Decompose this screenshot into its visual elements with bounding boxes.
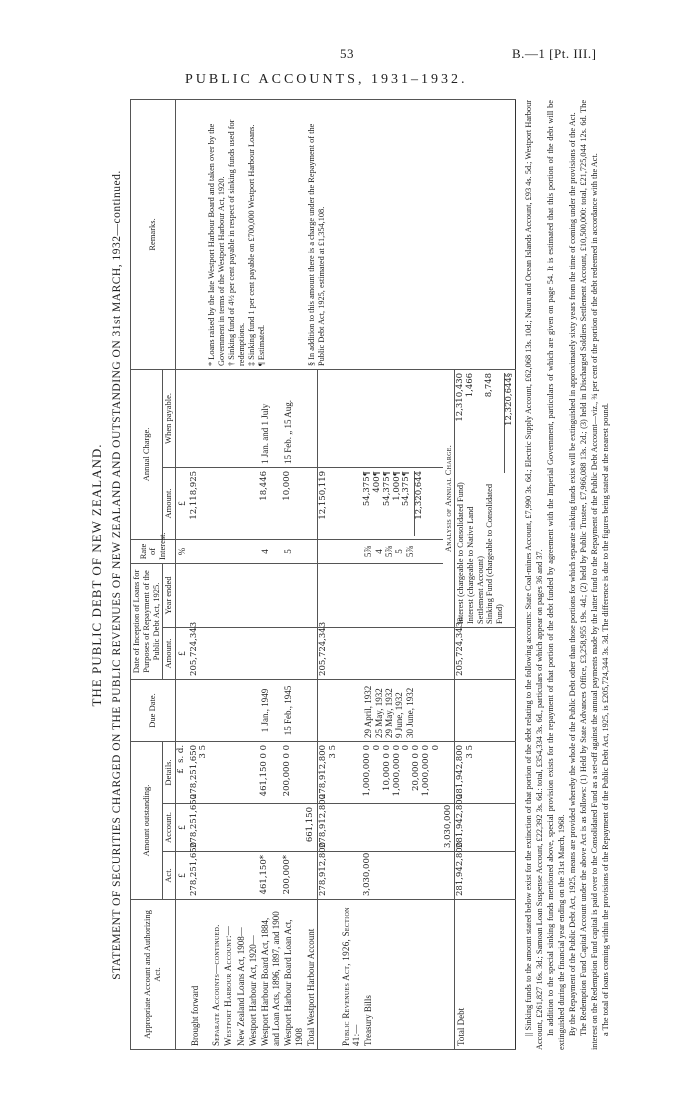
cell-ac-amount: 12,150,119 [318,467,340,539]
footnote: In addition to the special sinking funds mentioned above, special provision exists for the repayment of that portion of the debt funded by agreement with the Imperial Government, particulars of which are given on page 54. It is estimated that this portion of the debt will be extinguished during the financial year ending on the 31st March, 1968. [546,100,566,1050]
col-annual-charge: Annual Charge. [131,369,163,539]
cell-act: 461,150* [259,852,282,900]
analysis-block [443,369,455,627]
cell-ac-list: 54,375¶ 400¶ 54,375¶ 1,000¶ 54,375¶ 12,320,644 [362,467,442,539]
row-label: New Zealand Loans Act, 1908— [235,900,247,1050]
cell-details: 281,942,800 3 5 [455,741,516,803]
section-ref: B.—1 [Pt. III.] [512,46,597,61]
col-inception: Date of Inception of Loans for Purposes of Repayment of the Public Debt Act, 1925. [131,563,163,679]
remark-1: * Loans raised by the late Westport Harbour Board and taken over by the Government in terms of the Westport Harbour Act, 1920. [207,123,227,366]
row-label: Brought forward [189,900,211,1050]
cell-rate-list: 5⅞ 4 5⅞ 5 5⅞ [362,539,442,563]
col-amount-outstanding: Amount outstanding. [131,741,163,899]
cell-inc-amount: 205,724,343 [318,627,340,679]
cell-due-list: 29 April, 1932 25 May, 1932 29 May, 1932 9 June, 1932 30 June, 1932 [362,679,442,741]
unit-pound-sd: £ s. d. [176,741,189,803]
cell-due: 15 Feb., 1945 [282,679,305,741]
cell-rate: 5 [282,539,305,563]
cell-account: 278,251,650 [189,804,211,852]
cell-details: 278,251,650 3 5 [189,741,211,803]
unit-percent: % [176,539,189,563]
row-label: Total Westport Harbour Account [305,900,318,1050]
cell-inc-amount: 205,724,343a [455,627,516,679]
cell-act: 278,251,650 [189,852,211,900]
document-subtitle: STATEMENT OF SECURITIES CHARGED ON THE PUBLIC REVENUES OF NEW ZEALAND AND OUTSTANDING ON 31st MARCH, 1932—continued. [110,170,123,980]
cell-rate: 4 [259,539,282,563]
running-title: PUBLIC ACCOUNTS, 1931–1932. [185,72,468,87]
cell-ac-amount: 12,118,925 [189,467,211,539]
footnote: By the Repayment of the Public Debt Act, 1925, means are provided whereby the whole of the Public Debt other than those portions for which separate sinking funds exist will be extinguished in approximately sixty years from the time of coming under the provisions of the Act. [567,112,577,1036]
col-rate: Rate of Interest. [131,539,176,563]
footnote: a The total of loans coming within the provisions of the Repayment of the Public Debt Act, 1925, is £205,724,344 3s. 3d. The difference is due to the figures being stated at the nearest pound. [600,403,610,1036]
remark-4: ¶ Estimated. [256,324,266,366]
col-act: Act. [163,852,176,900]
col-details: Details. [163,741,176,803]
row-label: Separate Accounts—continued. [210,900,222,1050]
analysis-items: Interest (chargeable to Consolidated Fund) 12,310,430 Interest (chargeable to Native Land Settlement Account) 1,466 Sinking Fund (chargeable to Consolidated Fund) 8,748 12,320,644§ [455,369,516,627]
cell-details-list: 1,000,000 0 0 10,000 0 0 1,000,000 0 0 20,000 0 0 1,000,000 0 0 [362,741,442,803]
col-approp: Appropriate Account and Authorizing Act. [131,900,176,1050]
row-label: Total Debt [455,900,516,1050]
row-label: Treasury Bills [362,900,442,1050]
remark-5: § In addition to this amount there is a charge under the Repayment of the Public Debt Act, 1925, estimated at £1,354,108. [306,123,326,366]
unit-pound: £ [176,852,189,900]
cell-account: 278,912,800 [318,804,340,852]
col-due-date: Due Date. [131,679,176,741]
row-label: Westport Harbour Account:— [222,900,234,1050]
footnotes [524,100,611,1050]
cell-details: 461,150 0 0 [259,741,282,803]
col-inc-amount: Amount. [163,627,176,679]
footnote: || Sinking funds to the amount stated below exist for the extinction of that portion of the debt relating to the following accounts: State Coal-mines Account, £7,990 3s. 6d.; Electric Supply Account, £62,068 13s. 10d.; Nauru and Ocean Islands Account, £93 4s. 5d.; Westport Harbour Account, £261,827 16s. 3d.; Samoan Loan Suspense Account, £22,392 3s. 6d.: total, £354,334 3s. 6d., particulars of which appear on pages 36 and 37. [524,100,544,1050]
cell-when: 15 Feb. „ 15 Aug. [282,369,305,467]
page-number: 53 [340,46,354,61]
cell-act: 281,942,800 [455,852,516,900]
cell-details: 200,000 0 0 [282,741,305,803]
cell-account: 3,030,000 [443,804,455,852]
cell-when: 1 Jan. and 1 July [259,369,282,467]
rotated-page [90,100,612,1050]
cell-account: 661,150 [305,804,318,852]
cell-details: 278,912,800 3 5 [318,741,340,803]
remark-3: ‡ Sinking fund 1 per cent payable on £700,000 Westport Harbour Loans. [247,124,257,366]
footnote: The Redemption Fund Capital Account under the above Act is as follows: (1) Held by State Advances Office, £3,258,955 19s. 4d.; (2) held by Public Trustee, £7,966,088 13s. 2d.; (3) held in Discharged Soldiers Settlement Account, £10,500,000: total, £21,725,044 12s. 6d. The interest on the Redemption Fund capital is paid over to the Consolidated Fund as a set-off against the annual payments made by the latter fund to the Repayment of the Public Debt Account—viz., ¾ per cent of the portion of the debt redeemed in accordance with the Act. [579,100,599,1050]
cell-inc-amount: 205,724,343 [189,627,211,679]
cell-due: 1 Jan., 1949 [259,679,282,741]
col-remarks: Remarks. [131,99,176,369]
cell-act: 200,000* [282,852,305,900]
document-title: THE PUBLIC DEBT OF NEW ZEALAND. [89,443,104,707]
remarks-cell [176,99,516,369]
col-year-ended: Year ended [163,563,176,627]
row-label: Westport Harbour Board Act, 1884, and Loan Acts, 1896, 1897, and 1900 [259,900,282,1050]
row-label: Public Revenues Act, 1926, Section 41:— [340,900,363,1050]
cell-account: 281,942,800 [455,804,516,852]
unit-pound: £ [176,804,189,852]
units-row [176,99,189,1049]
unit-pound: £ [176,627,189,679]
col-when-payable: When payable. [163,369,176,467]
row-label: Westport Harbour Act, 1920— [247,900,259,1050]
securities-table [130,99,516,1050]
cell-act: 3,030,000 [362,852,442,900]
col-ac-amount: Amount. [163,467,176,539]
cell-act: 278,912,800 [318,852,340,900]
cell-ac-amount: 10,000 [282,467,305,539]
analysis-heading: Analysis of Annual Charge. [443,444,453,553]
row-label: Westport Harbour Board Loan Act, 1908 [282,900,305,1050]
col-account: Account. [163,804,176,852]
unit-pound: £ [176,467,189,539]
cell-ac-amount: 18,446 [259,467,282,539]
remark-2: † Sinking fund of 4½ per cent payable in respect of sinking funds used for redemptions. [227,119,247,366]
